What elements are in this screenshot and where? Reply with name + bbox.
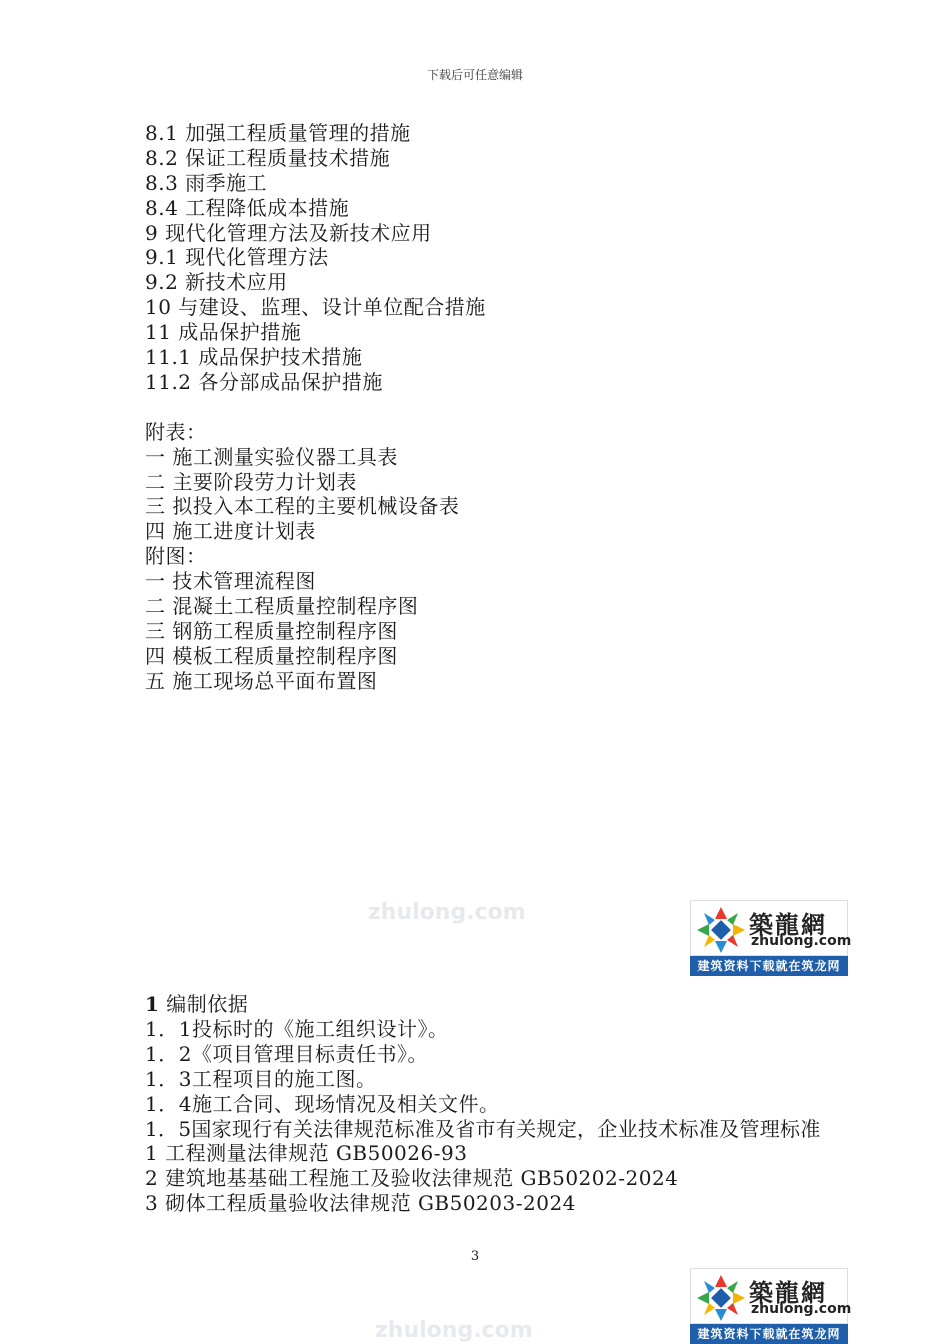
section-title: 编制依据 <box>166 992 249 1016</box>
logo-chinese-name: 築龍網 <box>749 1278 827 1307</box>
toc-item: 10 与建设、监理、设计单位配合措施 <box>145 295 486 320</box>
toc-item: 11.1 成品保护技术措施 <box>145 345 363 370</box>
appendix-figures-title: 附图： <box>145 544 207 569</box>
logo-slogan: 建筑资料下载就在筑龙网 <box>690 956 848 976</box>
basis-item: 1．1投标时的《施工组织设计》。 <box>145 1016 449 1041</box>
appendix-table-item: 四 施工进度计划表 <box>145 519 316 544</box>
toc-item: 11 成品保护措施 <box>145 320 302 345</box>
toc-item: 9.2 新技术应用 <box>145 270 288 295</box>
standard-item: 2 建筑地基基础工程施工及验收法律规范 GB50202-2024 <box>145 1166 679 1191</box>
logo-chinese-name: 築龍網 <box>749 910 827 939</box>
appendix-table-item: 一 施工测量实验仪器工具表 <box>145 444 398 469</box>
section-heading <box>100 992 850 1017</box>
appendix-figure-item: 一 技术管理流程图 <box>145 569 316 594</box>
watermark-text-bottom: zhulong.com <box>375 1318 533 1343</box>
appendix-figure-item: 五 施工现场总平面布置图 <box>145 668 378 693</box>
table-of-contents <box>145 121 486 694</box>
toc-item: 9 现代化管理方法及新技术应用 <box>145 220 432 245</box>
page-number: 3 <box>470 1249 480 1264</box>
zhulong-logo-bottom <box>690 1268 852 1344</box>
basis-item: 1．4施工合同、现场情况及相关文件。 <box>145 1091 500 1116</box>
appendix-figure-item: 二 混凝土工程质量控制程序图 <box>145 594 419 619</box>
appendix-table-item: 三 拟投入本工程的主要机械设备表 <box>145 494 460 519</box>
logo-english-name: zhulong.com <box>751 1301 852 1317</box>
section-basis <box>100 992 850 1216</box>
toc-item: 11.2 各分部成品保护措施 <box>145 369 383 394</box>
appendix-figure-item: 四 模板工程质量控制程序图 <box>145 643 398 668</box>
appendix-tables-title: 附表： <box>145 419 207 444</box>
logo-english-name: zhulong.com <box>751 933 852 949</box>
basis-item-wrapped: 1．5国家现行有关法律规范标准及省市有关规定，企业技术标准及管理标准 <box>145 1116 821 1141</box>
logo-slogan: 建筑资料下载就在筑龙网 <box>690 1324 848 1344</box>
header-note: 下载后可任意编辑 <box>426 68 523 82</box>
toc-item: 8.4 工程降低成本措施 <box>145 195 350 220</box>
appendix-figure-item: 三 钢筋工程质量控制程序图 <box>145 618 398 643</box>
standard-item: 1 工程测量法律规范 GB50026-93 <box>145 1141 468 1166</box>
basis-item: 1．2《项目管理目标责任书》。 <box>145 1041 428 1066</box>
toc-item: 8.2 保证工程质量技术措施 <box>145 145 391 170</box>
zhulong-logo <box>690 900 852 976</box>
snowflake-icon <box>695 905 747 955</box>
toc-item: 9.1 现代化管理方法 <box>145 245 329 270</box>
appendix-table-item: 二 主要阶段劳力计划表 <box>145 469 357 494</box>
standard-item: 3 砌体工程质量验收法律规范 GB50203-2024 <box>145 1191 576 1216</box>
snowflake-icon <box>695 1273 747 1323</box>
toc-item: 8.3 雨季施工 <box>145 170 268 195</box>
toc-item: 8.1 加强工程质量管理的措施 <box>145 121 411 145</box>
basis-item: 1．3工程项目的施工图。 <box>145 1066 377 1091</box>
watermark-text: zhulong.com <box>368 900 526 925</box>
section-number: 1 <box>145 992 160 1016</box>
